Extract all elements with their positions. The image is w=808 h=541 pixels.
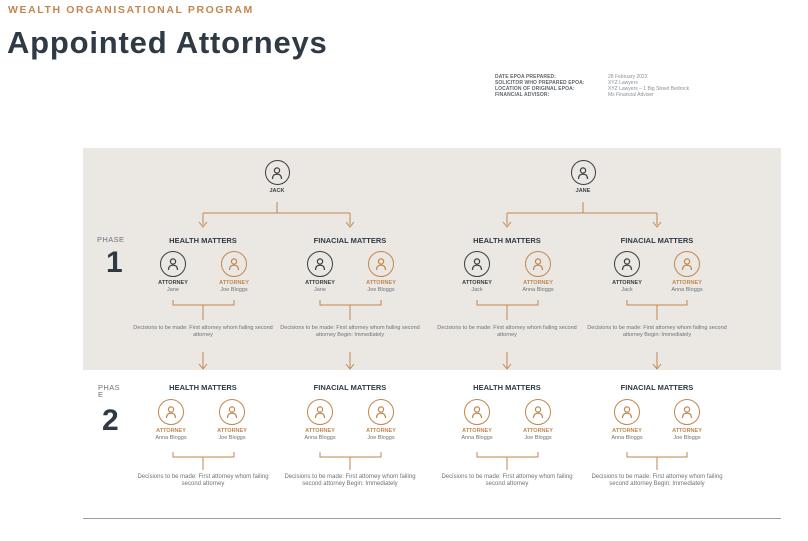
attorney-role: ATTORNEY — [523, 428, 553, 434]
attorney-name: Jack — [621, 287, 633, 293]
phase-number: 2 — [102, 404, 119, 437]
attorney — [453, 399, 501, 441]
person-icon — [160, 251, 186, 277]
attorney-role: ATTORNEY — [672, 428, 702, 434]
person-icon — [368, 399, 394, 425]
phase-label: PHAS E — [98, 383, 121, 399]
attorney-name: Anna Bloggs — [155, 435, 187, 441]
attorney-role: ATTORNEY — [158, 280, 188, 286]
attorney — [357, 251, 405, 293]
group-title: FINACIAL MATTERS — [313, 383, 387, 392]
principal-jane — [565, 160, 601, 194]
attorney — [663, 251, 711, 293]
page-title: Appointed Attorneys — [7, 25, 328, 60]
attorney-name: Anna Bloggs — [304, 435, 336, 441]
attorney — [514, 399, 562, 441]
person-icon — [674, 251, 700, 277]
person-icon — [307, 251, 333, 277]
attorney-name: Jane — [314, 287, 326, 293]
group-title: HEALTH MATTERS — [169, 236, 237, 245]
principal-jack — [259, 160, 295, 194]
meta-label: SOLICITOR WHO PREPARED EPOA: — [495, 80, 585, 86]
attorney-role: ATTORNEY — [366, 428, 396, 434]
meta-value: XYZ Lawyers – 1 Big Street Bedrock — [608, 86, 690, 92]
attorney — [149, 251, 197, 293]
decision-text: Decisions to be made: First attorney whom failing second attorney Begin: Immediately — [591, 474, 723, 487]
person-icon — [307, 399, 333, 425]
person-icon — [221, 251, 247, 277]
attorney — [147, 399, 195, 441]
meta-value: XYZ Lawyers — [608, 80, 638, 86]
attorney — [453, 251, 501, 293]
person-icon — [368, 251, 394, 277]
attorney-name: Joe Bloggs — [367, 435, 395, 441]
person-icon — [464, 251, 490, 277]
person-icon — [464, 399, 490, 425]
attorney-role: ATTORNEY — [156, 428, 186, 434]
group-title: FINACIAL MATTERS — [620, 236, 694, 245]
person-icon — [158, 399, 184, 425]
attorney-role: ATTORNEY — [305, 280, 335, 286]
principal-name: JACK — [269, 188, 285, 194]
attorney-role: ATTORNEY — [462, 280, 492, 286]
attorney-role: ATTORNEY — [612, 280, 642, 286]
attorney-name: Anna Bloggs — [461, 435, 493, 441]
principal-name: JANE — [575, 188, 591, 194]
attorney-name: Joe Bloggs — [673, 435, 701, 441]
attorney-name: Anna Bloggs — [671, 287, 703, 293]
attorney-name: Anna Bloggs — [611, 435, 643, 441]
decision-text: Decisions to be made: First attorney whom failing second attorney Begin: Immediately — [280, 325, 420, 338]
person-icon — [525, 251, 551, 277]
attorney-name: Anna Bloggs — [522, 287, 554, 293]
meta-label: FINANCIAL ADVISOR: — [495, 92, 550, 98]
person-icon — [571, 160, 596, 185]
decision-text: Decisions to be made: First attorney whom failing second attorney Begin: Immediately — [587, 325, 727, 338]
attorney — [514, 251, 562, 293]
attorney — [296, 399, 344, 441]
phase-number: 1 — [106, 246, 123, 279]
attorney-role: ATTORNEY — [672, 280, 702, 286]
decision-text: Decisions to be made: First attorney whom failing second attorney — [437, 325, 577, 338]
group-title: HEALTH MATTERS — [169, 383, 237, 392]
phase-label: PHASE — [97, 235, 125, 244]
attorney-role: ATTORNEY — [462, 428, 492, 434]
attorney — [603, 399, 651, 441]
decision-text: Decisions to be made: First attorney whom failing second attorney — [441, 474, 573, 487]
meta-label: DATE EPOA PREPARED: — [495, 74, 556, 80]
person-icon — [614, 251, 640, 277]
group-title: FINACIAL MATTERS — [620, 383, 694, 392]
attorney-name: Jane — [167, 287, 179, 293]
attorney-name: Joe Bloggs — [367, 287, 395, 293]
person-icon — [674, 399, 700, 425]
attorney-name: Joe Bloggs — [218, 435, 246, 441]
program-label: WEALTH ORGANISATIONAL PROGRAM — [8, 4, 254, 16]
attorney-role: ATTORNEY — [366, 280, 396, 286]
attorney — [210, 251, 258, 293]
attorney — [208, 399, 256, 441]
decision-text: Decisions to be made: First attorney whom failing second attorney — [137, 474, 269, 487]
group-title: HEALTH MATTERS — [473, 236, 541, 245]
attorney-role: ATTORNEY — [523, 280, 553, 286]
meta-value: Ms Financial Adviser — [608, 92, 654, 98]
person-icon — [525, 399, 551, 425]
meta-value: 28 February 2022 — [608, 74, 648, 80]
decision-text: Decisions to be made: First attorney whom failing second attorney Begin: Immediately — [284, 474, 416, 487]
group-title: FINACIAL MATTERS — [313, 236, 387, 245]
meta-label: LOCATION OF ORIGINAL EPOA: — [495, 86, 575, 92]
attorney-role: ATTORNEY — [217, 428, 247, 434]
attorney-name: Jack — [471, 287, 483, 293]
person-icon — [265, 160, 290, 185]
person-icon — [614, 399, 640, 425]
attorney — [603, 251, 651, 293]
attorney — [296, 251, 344, 293]
attorney-name: Joe Bloggs — [524, 435, 552, 441]
attorney — [357, 399, 405, 441]
attorney-role: ATTORNEY — [612, 428, 642, 434]
attorney-name: Joe Bloggs — [220, 287, 248, 293]
person-icon — [219, 399, 245, 425]
attorney-role: ATTORNEY — [305, 428, 335, 434]
attorney — [663, 399, 711, 441]
attorney-role: ATTORNEY — [219, 280, 249, 286]
group-title: HEALTH MATTERS — [473, 383, 541, 392]
decision-text: Decisions to be made: First attorney whom failing second attorney — [133, 325, 273, 338]
